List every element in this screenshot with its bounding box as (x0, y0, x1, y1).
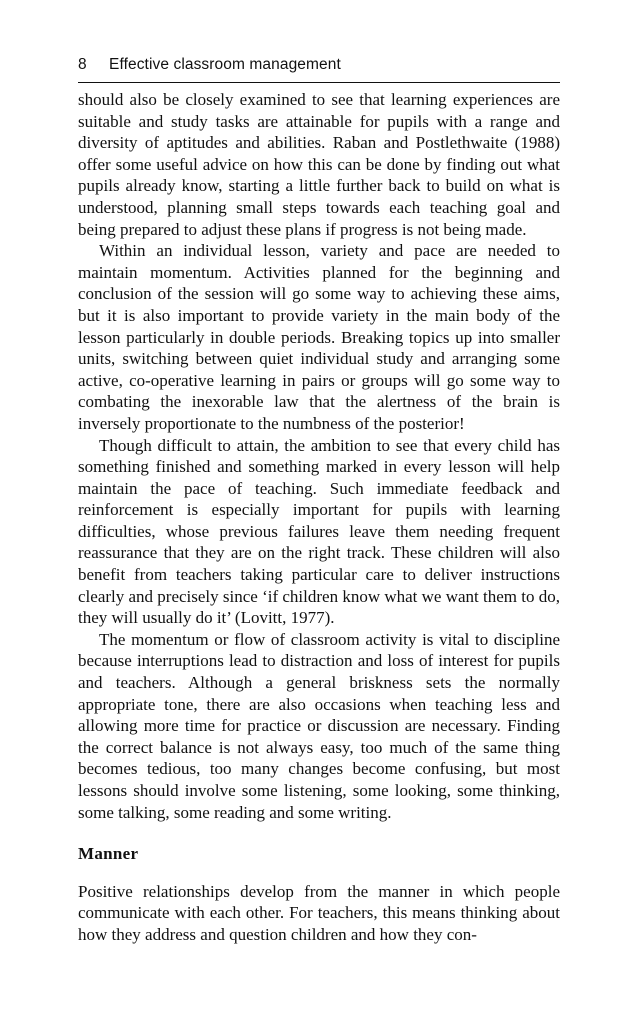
section-heading-manner: Manner (78, 844, 139, 864)
book-page (78, 56, 560, 946)
paragraph-momentum: The momentum or flow of classroom activity is vital to discipline because interruptions lead to distraction and loss of interest for pupils and teachers. Although a general briskness sets the normally appropriate tone, there are also occasions when teaching less and allowing more time for practice or discussion are necessary. Finding the correct balance is not always easy, too much of the same thing becomes tedious, too many changes become confusing, but most lessons should involve some listening, some looking, some thinking, some talking, some reading and some writing. (78, 629, 560, 822)
paragraph-variety-and-pace: Within an individual lesson, variety and pace are needed to maintain momentum. Activities planned for the beginning and conclusion of the session will go some way to achieving these aims, but it is also important to provide variety in the main body of the lesson particularly in double periods. Breaking topics up into smaller units, switching between quiet individual study and arranging some active, co-operative learning in pairs or groups will go some way to combating the inexorable law that the alertness of the brain is inversely proportionate to the numbness of the posterior! (78, 241, 560, 433)
page-number: 8 (78, 56, 87, 73)
body-text (78, 89, 560, 946)
paragraph-feedback: Though difficult to attain, the ambition to see that every child has something finished and something marked in every lesson will help maintain the pace of teaching. Such immediate feedback and reinforcement is especially important for pupils with learning difficulties, whose previous failures leave them needing frequent reassurance that they are on the right track. These children will also benefit from teachers taking particular care to deliver instructions clearly and precisely since ‘if children know what we want them to do, they will usually do it’ (Lovitt, 1977). (78, 435, 560, 628)
paragraph-manner: Positive relationships develop from the manner in which people communicate with each other. For teachers, this means thinking about how they address and question children and how they con- (78, 881, 560, 944)
book-title: Effective classroom management (109, 56, 341, 73)
paragraph-continuation: should also be closely examined to see that learning experiences are suitable and study tasks are attainable for pupils with a range and diversity of aptitudes and abilities. Raban and Postlethwaite (1988) offer some useful advice on how this can be done by finding out what pupils already know, starting a little further back to build on what is understood, planning small steps towards each teaching goal and being prepared to adjust these plans if progress is not being made. (78, 90, 560, 239)
running-header (78, 56, 560, 83)
